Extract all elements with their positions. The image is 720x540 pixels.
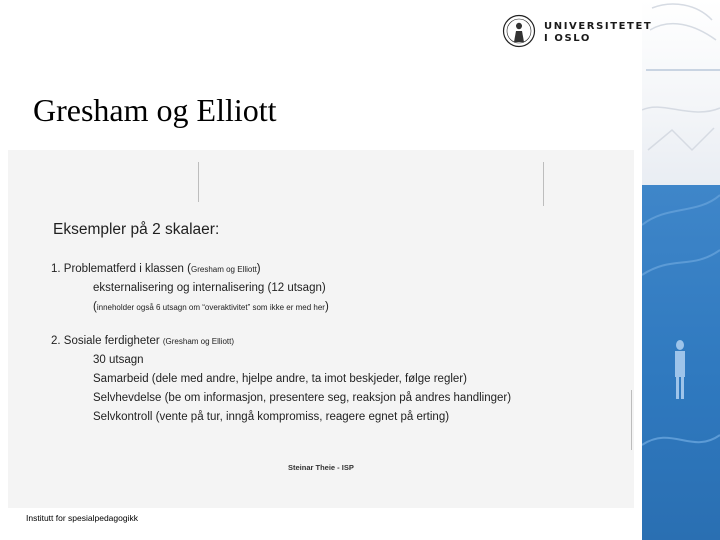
scale-item-2-label: 2. Sosiale ferdigheter [51, 335, 163, 347]
scan-heading: Eksempler på 2 skalaer: [53, 221, 220, 238]
footer-institute: Institutt for spesialpedagogikk [26, 513, 138, 523]
decorative-strip-blue [642, 185, 720, 540]
scale-item-1-sub2-close: ) [324, 301, 329, 313]
scale-item-1-sub2-text: inneholder også 6 utsagn om “overaktivitet” som ikke er med her [96, 303, 325, 312]
logo-text-line2: I OSLO [544, 33, 592, 44]
scale-item-2-reference: (Gresham og Elliott) [162, 337, 235, 346]
scale-item-2-sub3: Selvhevdelse (be om informasjon, presentere seg, reaksjon på andres handlinger) [93, 392, 512, 404]
column-sketch-graphic [642, 0, 720, 185]
statue-graphic [642, 185, 720, 540]
scanned-page [8, 150, 634, 508]
slide-title: Gresham og Elliott [33, 92, 277, 128]
scale-item-2-sub4: Selvkontroll (vente på tur, inngå kompromiss, reagere egnet på erting) [93, 411, 450, 423]
scale-item-1-label: 1. Problematferd i klassen ( [51, 263, 191, 275]
university-logo [502, 14, 653, 50]
scan-artifact-line [543, 162, 544, 206]
scan-artifact-line [198, 162, 199, 202]
scale-item-1-reference: Gresham og Elliott [190, 265, 257, 274]
scale-item-2 [51, 335, 234, 347]
university-seal-icon [502, 14, 536, 48]
scale-item-1-sub1: eksternalisering og internalisering (12 utsagn) [93, 282, 326, 294]
scan-signature: Steinar Theie - ISP [288, 463, 354, 472]
logo-text-line1: UNIVERSITETET [544, 21, 653, 32]
scale-item-2-sub1: 30 utsagn [93, 354, 144, 366]
decorative-strip-top [642, 0, 720, 185]
scale-item-1-sub2-open: ( [93, 301, 97, 313]
scan-artifact-line [631, 390, 632, 450]
decorative-side-strip [642, 0, 720, 540]
scale-item-1-close: ) [256, 263, 261, 275]
scale-item-2-sub2: Samarbeid (dele med andre, hjelpe andre, ta imot beskjeder, følge regler) [93, 373, 467, 385]
scale-item-1-sub2 [93, 301, 329, 313]
scale-item-1 [51, 263, 261, 275]
